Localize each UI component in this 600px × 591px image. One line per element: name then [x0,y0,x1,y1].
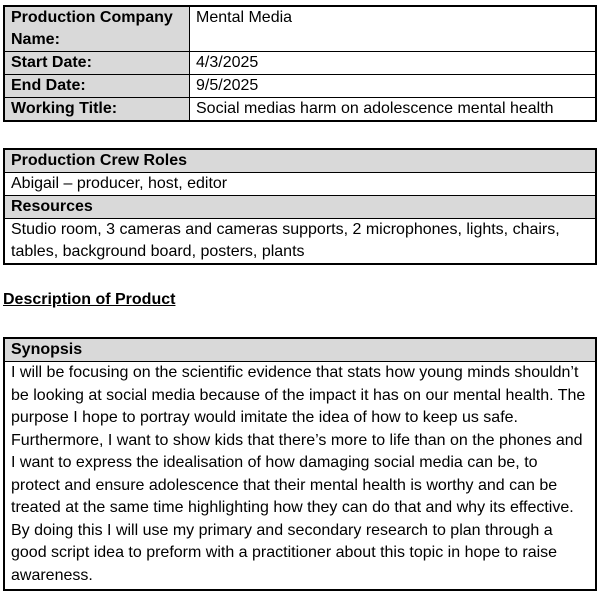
synopsis-table [3,337,597,591]
production-details-table [3,5,597,122]
company-name-label: Production Company Name: [4,6,190,52]
synopsis-heading: Synopsis [4,338,596,362]
table-row [4,52,596,75]
crew-roles-value: Abigail – producer, host, editor [4,173,596,196]
table-row [4,149,596,173]
crew-roles-heading: Production Crew Roles [4,149,596,173]
table-row [4,362,596,591]
table-row [4,196,596,219]
end-date-label: End Date: [4,75,190,98]
description-heading: Description of Product [3,291,176,308]
table-row [4,219,596,265]
working-title-label: Working Title: [4,98,190,122]
company-name-value: Mental Media [190,6,597,52]
start-date-label: Start Date: [4,52,190,75]
synopsis-text: I will be focusing on the scientific evidence that stats how young minds shouldn’t be looking at social media because of the impact it has on our mental health. The purpose I hope to portray would imitate the idea of how to keep us safe. Furthermore, I want to show kids that there’s more to life than on the phones and I want to express the idealisation of how damaging social media can be, to protect and ensure adolescence that their mental health is worthy and can be treated at the same time highlighting how they can do that and why its effective. By doing this I will use my primary and secondary research to plan through a good script idea to preform with a practitioner about this topic in hope to raise awareness. [4,362,596,591]
table-row [4,338,596,362]
working-title-value: Social medias harm on adolescence mental health [190,98,597,122]
start-date-value: 4/3/2025 [190,52,597,75]
table-row [4,173,596,196]
table-row [4,75,596,98]
end-date-value: 9/5/2025 [190,75,597,98]
resources-value: Studio room, 3 cameras and cameras supports, 2 microphones, lights, chairs, tables, background board, posters, plants [4,219,596,265]
resources-heading: Resources [4,196,596,219]
crew-resources-table [3,148,597,265]
table-row [4,6,596,52]
table-row [4,98,596,122]
